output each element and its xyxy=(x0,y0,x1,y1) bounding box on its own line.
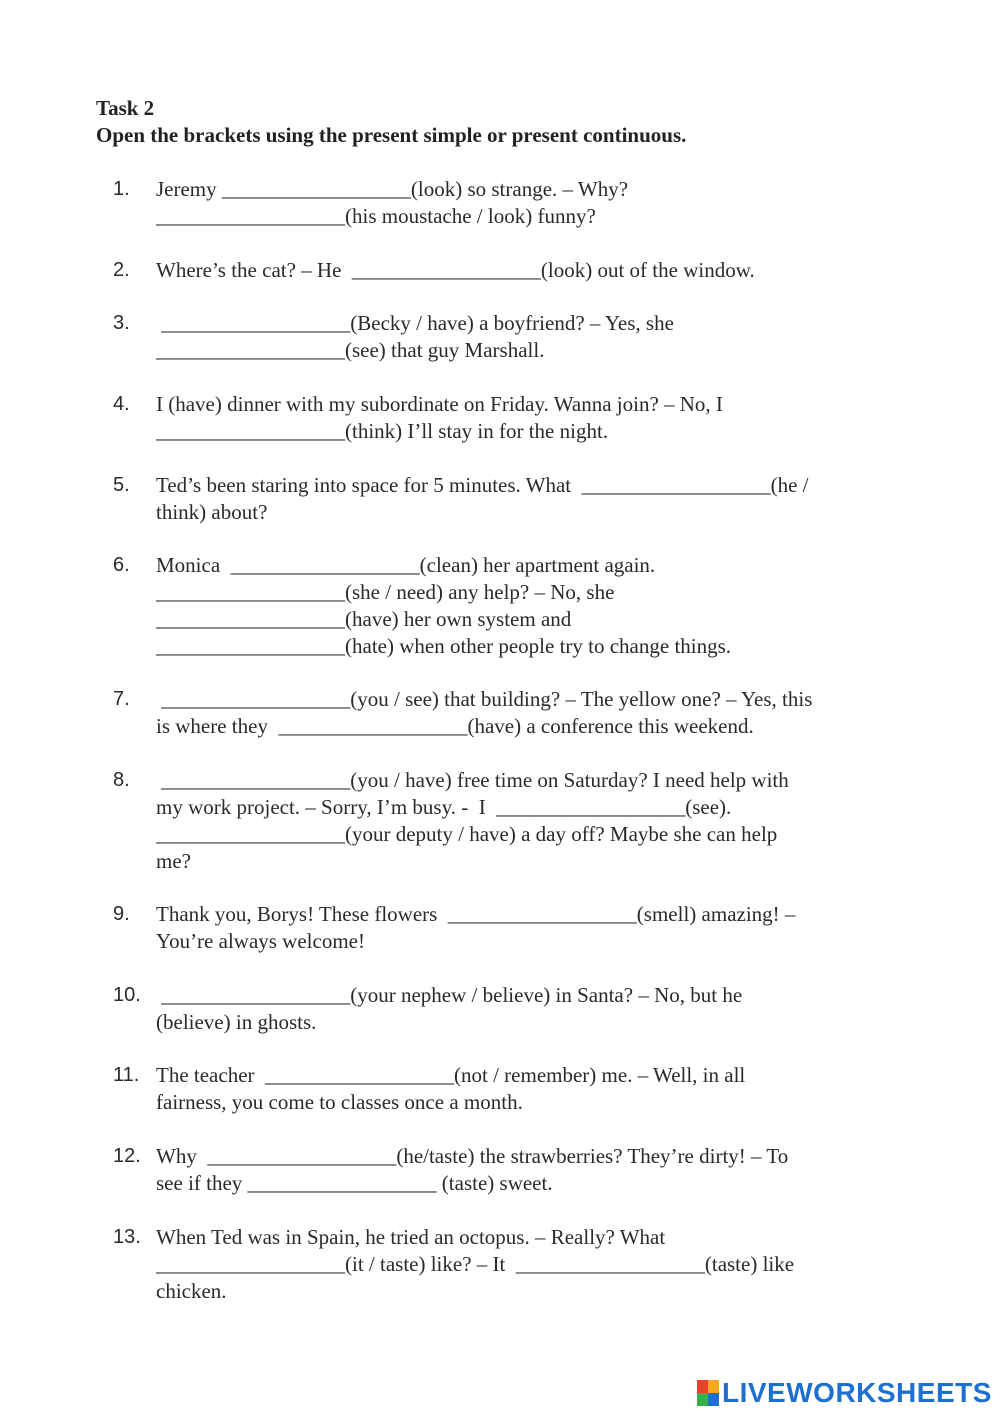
exercise-line: __________________(think) I’ll stay in for the night. xyxy=(156,419,609,443)
exercise-line: __________________(she / need) any help? – No, she xyxy=(156,580,615,604)
exercise-text xyxy=(156,1062,916,1116)
exercise-number: 7. xyxy=(113,688,130,710)
exercise-text xyxy=(156,982,916,1036)
exercise-line: Monica __________________(clean) her apartment again. xyxy=(156,553,656,577)
liveworksheets-logo-icon xyxy=(697,1380,719,1406)
task-instruction: Open the brackets using the present simple or present continuous. xyxy=(96,123,687,147)
exercise-line: Ted’s been staring into space for 5 minutes. What __________________(he / xyxy=(156,473,809,497)
exercise-number: 8. xyxy=(113,769,130,791)
exercise-line: __________________(you / see) that building? – The yellow one? – Yes, this xyxy=(156,687,813,711)
exercise-number: 4. xyxy=(113,393,130,415)
exercise-text xyxy=(156,257,916,284)
exercise-text xyxy=(156,310,916,364)
exercise-number: 9. xyxy=(113,903,130,925)
exercise-number: 5. xyxy=(113,474,130,496)
exercise-line: I (have) dinner with my subordinate on Friday. Wanna join? – No, I xyxy=(156,392,723,416)
task-title: Task 2 xyxy=(96,96,155,120)
exercise-line: see if they __________________ (taste) sweet. xyxy=(156,1171,553,1195)
exercise-line: my work project. – Sorry, I’m busy. - I __________________(see). xyxy=(156,795,732,819)
exercise-text xyxy=(156,686,916,740)
exercise-text xyxy=(156,552,916,660)
exercise-line: Thank you, Borys! These flowers __________________(smell) amazing! – xyxy=(156,902,796,926)
exercise-line: __________________(it / taste) like? – It __________________(taste) like xyxy=(156,1252,795,1276)
exercise-line: __________________(Becky / have) a boyfriend? – Yes, she xyxy=(156,311,674,335)
exercise-text xyxy=(156,1143,916,1197)
exercise-line: __________________(have) her own system and xyxy=(156,607,572,631)
exercise-line: __________________(his moustache / look) funny? xyxy=(156,204,596,228)
liveworksheets-logo xyxy=(697,1378,992,1408)
exercise-line: __________________(see) that guy Marshall. xyxy=(156,338,545,362)
exercise-line: me? xyxy=(156,849,191,873)
exercise-text xyxy=(156,472,916,526)
exercise-line: Where’s the cat? – He __________________(look) out of the window. xyxy=(156,258,755,282)
exercise-text xyxy=(156,391,916,445)
exercise-number: 3. xyxy=(113,312,130,334)
exercise-line: You’re always welcome! xyxy=(156,929,365,953)
exercise-line: is where they __________________(have) a conference this weekend. xyxy=(156,714,754,738)
exercise-line: (believe) in ghosts. xyxy=(156,1010,317,1034)
exercise-number: 10. xyxy=(113,984,141,1006)
exercise-line: __________________(your deputy / have) a day off? Maybe she can help xyxy=(156,822,778,846)
exercise-number: 12. xyxy=(113,1145,141,1167)
exercise-number: 13. xyxy=(113,1226,141,1248)
exercise-text xyxy=(156,901,916,955)
exercise-text xyxy=(156,767,916,875)
exercise-line: think) about? xyxy=(156,500,268,524)
exercise-line: __________________(hate) when other people try to change things. xyxy=(156,634,732,658)
exercise-text xyxy=(156,1224,916,1305)
exercise-number: 1. xyxy=(113,178,130,200)
exercise-line: fairness, you come to classes once a month. xyxy=(156,1090,523,1114)
exercise-line: __________________(your nephew / believe) in Santa? – No, but he xyxy=(156,983,743,1007)
exercise-number: 6. xyxy=(113,554,130,576)
exercise-number: 11. xyxy=(113,1064,140,1086)
liveworksheets-logo-text: LIVEWORKSHEETS xyxy=(722,1377,992,1408)
exercise-line: Jeremy __________________(look) so strange. – Why? xyxy=(156,177,629,201)
exercise-number: 2. xyxy=(113,259,130,281)
exercise-text xyxy=(156,176,916,230)
exercise-line: When Ted was in Spain, he tried an octopus. – Really? What xyxy=(156,1225,666,1249)
exercise-line: __________________(you / have) free time on Saturday? I need help with xyxy=(156,768,789,792)
exercise-line: The teacher __________________(not / remember) me. – Well, in all xyxy=(156,1063,746,1087)
exercise-line: Why __________________(he/taste) the strawberries? They’re dirty! – To xyxy=(156,1144,789,1168)
exercise-line: chicken. xyxy=(156,1279,227,1303)
